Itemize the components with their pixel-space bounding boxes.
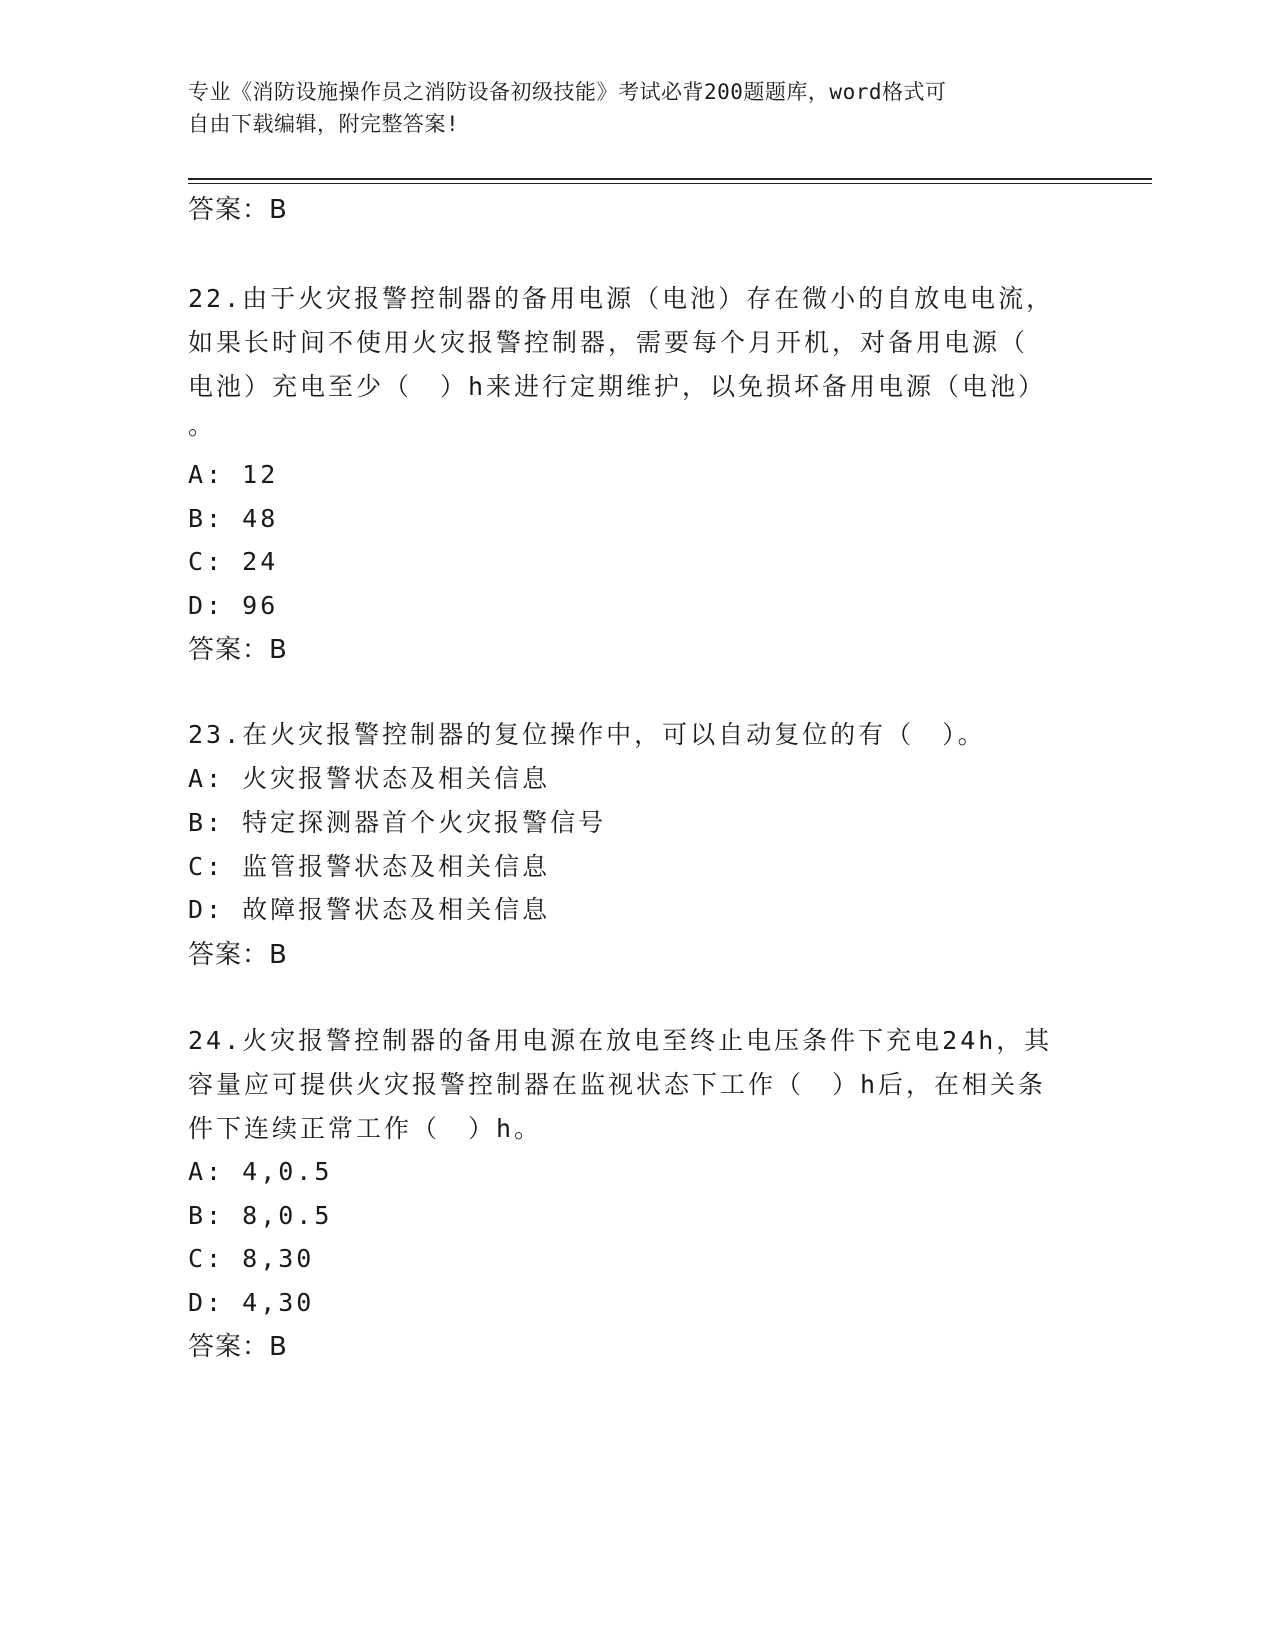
question-22-option-d: D: 96 (188, 591, 279, 620)
question-23-answer: 答案：B (188, 940, 288, 970)
question-24-option-b: B: 8,0.5 (188, 1201, 333, 1230)
header-line-1: 专业《消防设施操作员之消防设备初级技能》考试必背200题题库，word格式可 (188, 80, 947, 104)
question-24-option-c: C: 8,30 (188, 1244, 315, 1273)
question-23-option-d: D: 故障报警状态及相关信息 (188, 895, 551, 924)
answer-previous: 答案：B (188, 195, 288, 225)
question-22-answer: 答案：B (188, 635, 288, 665)
question-24-option-d: D: 4,30 (188, 1288, 315, 1317)
question-23-option-c: C: 监管报警状态及相关信息 (188, 852, 551, 881)
question-22-text-line-4: 。 (188, 411, 217, 440)
header-divider-thin (188, 183, 1152, 184)
header-divider-thick (188, 178, 1152, 180)
question-24-text-line-3: 件下连续正常工作（ ）h。 (188, 1114, 543, 1143)
question-22-text-line-2: 如果长时间不使用火灾报警控制器，需要每个月开机，对备用电源（ (188, 328, 1029, 357)
question-22-text-line-3: 电池）充电至少（ ）h来进行定期维护，以免损坏备用电源（电池） (188, 372, 1047, 401)
question-22-option-a: A: 12 (188, 460, 279, 489)
question-23-option-b: B: 特定探测器首个火灾报警信号 (188, 808, 607, 837)
header-line-2: 自由下载编辑，附完整答案! (188, 112, 460, 136)
question-22-text-line-1: 22.由于火灾报警控制器的备用电源（电池）存在微小的自放电电流， (188, 284, 1055, 313)
question-23-text-line-1: 23.在火灾报警控制器的复位操作中，可以自动复位的有（ ）。 (188, 720, 986, 749)
question-24-text-line-1: 24.火灾报警控制器的备用电源在放电至终止电压条件下充电24h，其 (188, 1026, 1053, 1055)
question-24-text-line-2: 容量应可提供火灾报警控制器在监视状态下工作（ ）h后，在相关条 (188, 1070, 1047, 1099)
question-22-option-b: B: 48 (188, 504, 279, 533)
question-24-option-a: A: 4,0.5 (188, 1157, 333, 1186)
question-22-option-c: C: 24 (188, 547, 279, 576)
question-24-answer: 答案：B (188, 1332, 288, 1362)
question-23-option-a: A: 火灾报警状态及相关信息 (188, 764, 551, 793)
document-header (188, 76, 1088, 140)
